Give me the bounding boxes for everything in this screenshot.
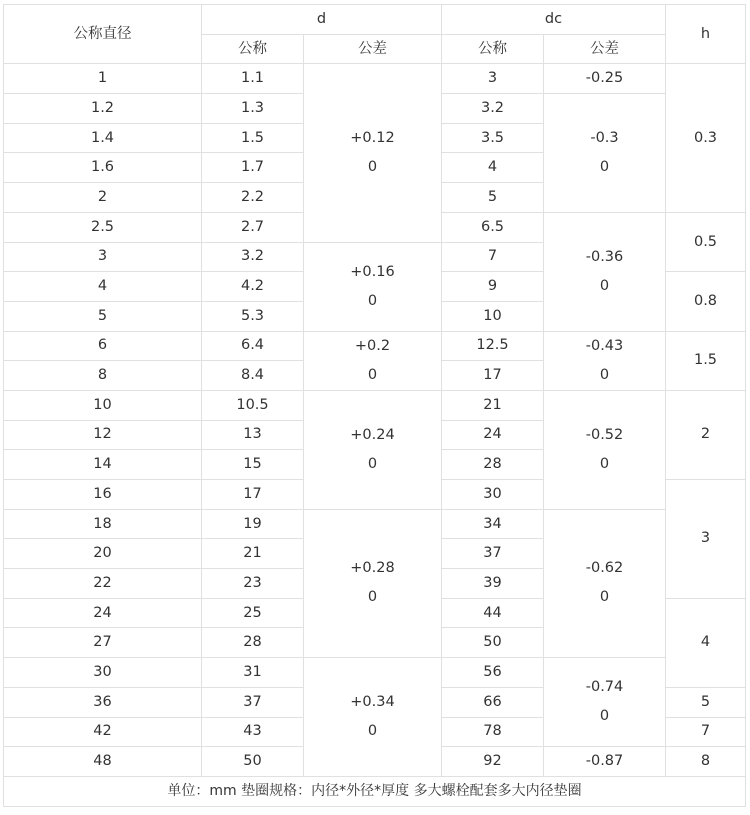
table-body [4,64,746,777]
dc-tolerance-upper: -0.43 [585,337,624,354]
dc-nominal-cell: 6.5 [442,212,544,242]
h-header: h [666,5,746,64]
nominal-diameter-cell: 2.5 [4,212,202,242]
d-nominal-cell: 6.4 [202,331,304,361]
d-nominal-cell: 43 [202,717,304,747]
dc-tolerance-cell [544,390,666,509]
nominal-diameter-cell: 8 [4,361,202,391]
dc-tolerance-upper: -0.87 [585,753,624,770]
d-tolerance-cell [304,331,442,390]
d-nominal-cell: 5.3 [202,301,304,331]
d-nominal-cell: 19 [202,509,304,539]
h-cell: 0.5 [666,212,746,271]
dc-nominal-cell: 66 [442,687,544,717]
unit-note: 单位：mm 垫圈规格：内径*外径*厚度 多大螺栓配套多大内径垫圈 [4,776,746,806]
d-nominal-cell: 1.5 [202,123,304,153]
d-tolerance-upper: +0.2 [354,337,391,354]
dc-nominal-cell: 56 [442,658,544,688]
dc-tolerance-header: 公差 [544,34,666,64]
h-cell: 4 [666,598,746,687]
dc-nominal-cell: 3.2 [442,94,544,124]
d-nominal-cell: 37 [202,687,304,717]
d-tolerance-cell [304,390,442,509]
d-nominal-cell: 2.2 [202,183,304,213]
nominal-diameter-cell: 16 [4,480,202,510]
dc-tolerance-upper: -0.52 [585,426,624,443]
d-header: d [202,5,442,35]
nominal-diameter-cell: 14 [4,450,202,480]
d-nominal-cell: 1.7 [202,153,304,183]
d-tolerance-lower: 0 [367,292,378,309]
nominal-diameter-cell: 4 [4,272,202,302]
table-row [4,390,746,420]
dc-tolerance-upper: -0.62 [585,560,624,577]
nominal-diameter-cell: 1 [4,64,202,94]
dc-nominal-cell: 4 [442,153,544,183]
d-tolerance-header: 公差 [304,34,442,64]
dc-nominal-cell: 3.5 [442,123,544,153]
dc-nominal-cell: 12.5 [442,331,544,361]
h-cell: 7 [666,717,746,747]
nominal-diameter-header: 公称直径 [4,5,202,64]
dc-header: dc [442,5,666,35]
d-tolerance-cell [304,64,442,242]
dc-tolerance-cell [544,64,666,94]
d-nominal-cell: 50 [202,747,304,777]
d-tolerance-upper: +0.12 [350,129,395,146]
d-tolerance-cell [304,242,442,331]
dc-tolerance-cell [544,94,666,213]
table-row [4,509,746,539]
dc-tolerance-cell [544,747,666,777]
d-nominal-cell: 28 [202,628,304,658]
nominal-diameter-cell: 3 [4,242,202,272]
dc-nominal-cell: 37 [442,539,544,569]
h-cell: 2 [666,390,746,479]
dc-nominal-cell: 3 [442,64,544,94]
dc-tolerance-lower: 0 [599,158,610,175]
dc-nominal-cell: 10 [442,301,544,331]
nominal-diameter-cell: 6 [4,331,202,361]
nominal-diameter-cell: 27 [4,628,202,658]
d-tolerance-lower: 0 [367,455,378,472]
nominal-diameter-cell: 10 [4,390,202,420]
d-nominal-cell: 3.2 [202,242,304,272]
dc-nominal-cell: 7 [442,242,544,272]
table-row [4,331,746,361]
d-tolerance-upper: +0.28 [350,560,395,577]
dc-nominal-header: 公称 [442,34,544,64]
d-nominal-cell: 31 [202,658,304,688]
nominal-diameter-cell: 2 [4,183,202,213]
d-tolerance-lower: 0 [367,723,378,739]
d-nominal-cell: 13 [202,420,304,450]
d-nominal-cell: 17 [202,480,304,510]
dc-tolerance-upper: -0.36 [585,248,624,265]
dc-nominal-cell: 28 [442,450,544,480]
nominal-diameter-cell: 1.4 [4,123,202,153]
d-nominal-cell: 4.2 [202,272,304,302]
nominal-diameter-cell: 30 [4,658,202,688]
nominal-diameter-cell: 1.2 [4,94,202,124]
nominal-diameter-cell: 12 [4,420,202,450]
dc-nominal-cell: 78 [442,717,544,747]
nominal-diameter-cell: 48 [4,747,202,777]
dc-nominal-cell: 24 [442,420,544,450]
d-nominal-cell: 10.5 [202,390,304,420]
d-nominal-cell: 15 [202,450,304,480]
d-nominal-cell: 23 [202,569,304,599]
nominal-diameter-cell: 24 [4,598,202,628]
d-tolerance-lower: 0 [367,589,378,606]
dc-nominal-cell: 30 [442,480,544,510]
d-nominal-cell: 2.7 [202,212,304,242]
d-nominal-cell: 21 [202,539,304,569]
dc-tolerance-cell [544,331,666,390]
dc-nominal-cell: 21 [442,390,544,420]
dc-tolerance-lower: 0 [599,708,610,725]
dc-tolerance-cell [544,658,666,747]
d-tolerance-upper: +0.24 [350,426,395,443]
dc-tolerance-upper: -0.25 [585,70,624,87]
dc-nominal-cell: 5 [442,183,544,213]
d-tolerance-cell [304,509,442,657]
h-cell: 0.8 [666,272,746,331]
dc-tolerance-cell [544,212,666,331]
dc-tolerance-lower: 0 [599,366,610,383]
d-nominal-cell: 1.1 [202,64,304,94]
h-cell: 1.5 [666,331,746,390]
dc-nominal-cell: 50 [442,628,544,658]
d-nominal-cell: 25 [202,598,304,628]
h-cell: 8 [666,747,746,777]
d-tolerance-lower: 0 [367,366,378,383]
table-row [4,658,746,688]
nominal-diameter-cell: 42 [4,717,202,747]
dc-nominal-cell: 34 [442,509,544,539]
dc-tolerance-lower: 0 [599,455,610,472]
dc-nominal-cell: 9 [442,272,544,302]
table-row [4,64,746,94]
nominal-diameter-cell: 5 [4,301,202,331]
nominal-diameter-cell: 36 [4,687,202,717]
d-tolerance-upper: +0.16 [350,263,395,280]
d-tolerance-upper: +0.34 [350,694,395,710]
dc-tolerance-upper: -0.3 [590,129,619,146]
d-tolerance-cell [304,658,442,777]
dc-nominal-cell: 39 [442,569,544,599]
dc-nominal-cell: 17 [442,361,544,391]
dc-tolerance-cell [544,509,666,657]
dc-tolerance-lower: 0 [599,277,610,294]
h-cell: 3 [666,480,746,599]
dc-tolerance-upper: -0.74 [585,679,624,696]
d-nominal-header: 公称 [202,34,304,64]
h-cell: 5 [666,687,746,717]
nominal-diameter-cell: 22 [4,569,202,599]
d-nominal-cell: 1.3 [202,94,304,124]
dc-nominal-cell: 92 [442,747,544,777]
d-nominal-cell: 8.4 [202,361,304,391]
d-tolerance-lower: 0 [367,158,378,175]
h-cell: 0.3 [666,64,746,212]
nominal-diameter-cell: 18 [4,509,202,539]
nominal-diameter-cell: 1.6 [4,153,202,183]
dc-nominal-cell: 44 [442,598,544,628]
nominal-diameter-cell: 20 [4,539,202,569]
washer-spec-table [3,4,746,807]
dc-tolerance-lower: 0 [599,589,610,606]
